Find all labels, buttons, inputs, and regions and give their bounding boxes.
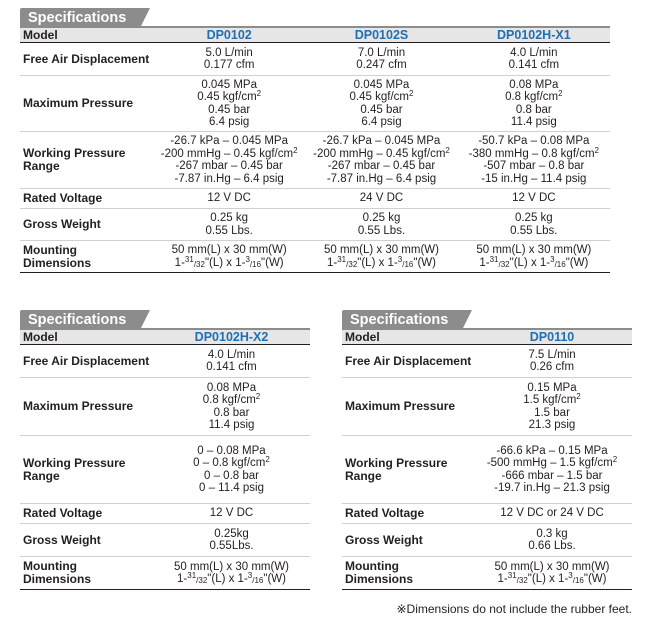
footnote: ※Dimensions do not include the rubber feet. bbox=[396, 602, 632, 616]
table-header bbox=[20, 330, 310, 345]
row-label: Rated Voltage bbox=[20, 504, 153, 524]
table-cell: 50 mm(L) x 30 mm(W) 1-$^{31}_{/32}$"(L) x 1-$^3_{/16}$"(W) bbox=[153, 557, 310, 590]
row-label: Free Air Displacement bbox=[342, 345, 472, 378]
table-row bbox=[20, 132, 610, 189]
section-tab bbox=[20, 8, 610, 28]
table-row bbox=[342, 504, 632, 524]
spec-table bbox=[342, 330, 632, 590]
table-cell: 0.08 MPa 0.8 kgf/$cm^2$ 0.8 bar 11.4 psig bbox=[153, 378, 310, 436]
table-header bbox=[342, 330, 632, 345]
row-label: Mounting Dimensions bbox=[20, 557, 153, 590]
model-name: DP0110 bbox=[472, 330, 632, 345]
section-title: Specifications bbox=[20, 310, 140, 330]
table-cell: 4.0 L/min 0.141 cfm bbox=[153, 345, 310, 378]
table-row bbox=[20, 557, 310, 590]
table-row bbox=[20, 504, 310, 524]
model-name: DP0102H-X1 bbox=[458, 28, 610, 43]
table-row bbox=[20, 241, 610, 273]
row-label: Rated Voltage bbox=[20, 189, 153, 209]
row-label: Working Pressure Range bbox=[20, 132, 153, 189]
table-cell: 50 mm(L) x 30 mm(W) 1-$^{31}_{/32}$"(L) x 1-$^3_{/16}$"(W) bbox=[153, 241, 305, 273]
table-cell: 12 V DC or 24 V DC bbox=[472, 504, 632, 524]
table-cell: 0.045 MPa 0.45 kgf/$cm^2$ 0.45 bar 6.4 psig bbox=[305, 76, 457, 132]
row-label: Gross Weight bbox=[20, 209, 153, 241]
table-cell: 12 V DC bbox=[153, 504, 310, 524]
table-cell: -50.7 kPa – 0.08 MPa -380 mmHg – 0.8 kgf/$cm^2$ -507 mbar – 0.8 bar -15 in.Hg – 11.4 psig bbox=[458, 132, 610, 189]
row-label: Gross Weight bbox=[20, 524, 153, 557]
table-cell: 50 mm(L) x 30 mm(W) 1-$^{31}_{/32}$"(L) x 1-$^3_{/16}$"(W) bbox=[305, 241, 457, 273]
table-cell: 7.0 L/min 0.247 cfm bbox=[305, 43, 457, 76]
table-cell: 5.0 L/min 0.177 cfm bbox=[153, 43, 305, 76]
table-row bbox=[342, 436, 632, 504]
header-label: Model bbox=[20, 330, 153, 345]
row-label: Working Pressure Range bbox=[342, 436, 472, 504]
row-label: Free Air Displacement bbox=[20, 43, 153, 76]
table-row bbox=[342, 378, 632, 436]
divider bbox=[342, 328, 632, 330]
table-cell: 0.25 kg 0.55 Lbs. bbox=[305, 209, 457, 241]
spec-table bbox=[20, 330, 310, 590]
table-cell: 50 mm(L) x 30 mm(W) 1-$^{31}_{/32}$"(L) x 1-$^3_{/16}$"(W) bbox=[472, 557, 632, 590]
header-label: Model bbox=[20, 28, 153, 43]
divider bbox=[20, 328, 310, 330]
row-label: Mounting Dimensions bbox=[342, 557, 472, 590]
model-name: DP0102S bbox=[305, 28, 457, 43]
row-label: Gross Weight bbox=[342, 524, 472, 557]
table-row bbox=[342, 557, 632, 590]
specifications-top bbox=[20, 8, 610, 273]
section-title: Specifications bbox=[20, 8, 140, 28]
row-label: Maximum Pressure bbox=[342, 378, 472, 436]
row-label: Working Pressure Range bbox=[20, 436, 153, 504]
table-cell: 0.25 kg 0.55 Lbs. bbox=[153, 209, 305, 241]
row-label: Rated Voltage bbox=[342, 504, 472, 524]
row-label: Maximum Pressure bbox=[20, 378, 153, 436]
table-row bbox=[20, 189, 610, 209]
table-cell: 0.08 MPa 0.8 kgf/$cm^2$ 0.8 bar 11.4 psig bbox=[458, 76, 610, 132]
table-row bbox=[20, 524, 310, 557]
table-cell: 0.25kg 0.55Lbs. bbox=[153, 524, 310, 557]
table-row bbox=[20, 43, 610, 76]
table-cell: 0.3 kg 0.66 Lbs. bbox=[472, 524, 632, 557]
table-cell: 0.25 kg 0.55 Lbs. bbox=[458, 209, 610, 241]
table-cell: 7.5 L/min 0.26 cfm bbox=[472, 345, 632, 378]
table-cell: 0.15 MPa 1.5 kgf/$cm^2$ 1.5 bar 21.3 psig bbox=[472, 378, 632, 436]
table-cell: 24 V DC bbox=[305, 189, 457, 209]
table-row bbox=[20, 378, 310, 436]
table-cell: 0 – 0.08 MPa 0 – 0.8 kgf/$cm^2$ 0 – 0.8 bar 0 – 11.4 psig bbox=[153, 436, 310, 504]
specifications-bottom-left bbox=[20, 310, 310, 590]
section-tab bbox=[342, 310, 632, 330]
table-row bbox=[342, 345, 632, 378]
row-label: Mounting Dimensions bbox=[20, 241, 153, 273]
table-cell: 12 V DC bbox=[458, 189, 610, 209]
model-name: DP0102H-X2 bbox=[153, 330, 310, 345]
divider bbox=[20, 26, 610, 28]
row-label: Maximum Pressure bbox=[20, 76, 153, 132]
table-cell: -66.6 kPa – 0.15 MPa -500 mmHg – 1.5 kgf/$cm^2$ -666 mbar – 1.5 bar -19.7 in.Hg – 21.3 psig bbox=[472, 436, 632, 504]
table-row bbox=[20, 436, 310, 504]
table-cell: 12 V DC bbox=[153, 189, 305, 209]
table-cell: -26.7 kPa – 0.045 MPa -200 mmHg – 0.45 kgf/$cm^2$ -267 mbar – 0.45 bar -7.87 in.Hg – 6.4 psig bbox=[305, 132, 457, 189]
table-header bbox=[20, 28, 610, 43]
table-cell: -26.7 kPa – 0.045 MPa -200 mmHg – 0.45 kgf/$cm^2$ -267 mbar – 0.45 bar -7.87 in.Hg – 6.4 psig bbox=[153, 132, 305, 189]
header-label: Model bbox=[342, 330, 472, 345]
table-cell: 50 mm(L) x 30 mm(W) 1-$^{31}_{/32}$"(L) x 1-$^3_{/16}$"(W) bbox=[458, 241, 610, 273]
section-tab bbox=[20, 310, 310, 330]
spec-table bbox=[20, 28, 610, 273]
table-cell: 0.045 MPa 0.45 kgf/$cm^2$ 0.45 bar 6.4 psig bbox=[153, 76, 305, 132]
model-name: DP0102 bbox=[153, 28, 305, 43]
section-title: Specifications bbox=[342, 310, 462, 330]
table-cell: 4.0 L/min 0.141 cfm bbox=[458, 43, 610, 76]
row-label: Free Air Displacement bbox=[20, 345, 153, 378]
table-row bbox=[20, 76, 610, 132]
specifications-bottom-right bbox=[342, 310, 632, 590]
table-row bbox=[20, 209, 610, 241]
table-row bbox=[20, 345, 310, 378]
table-row bbox=[342, 524, 632, 557]
